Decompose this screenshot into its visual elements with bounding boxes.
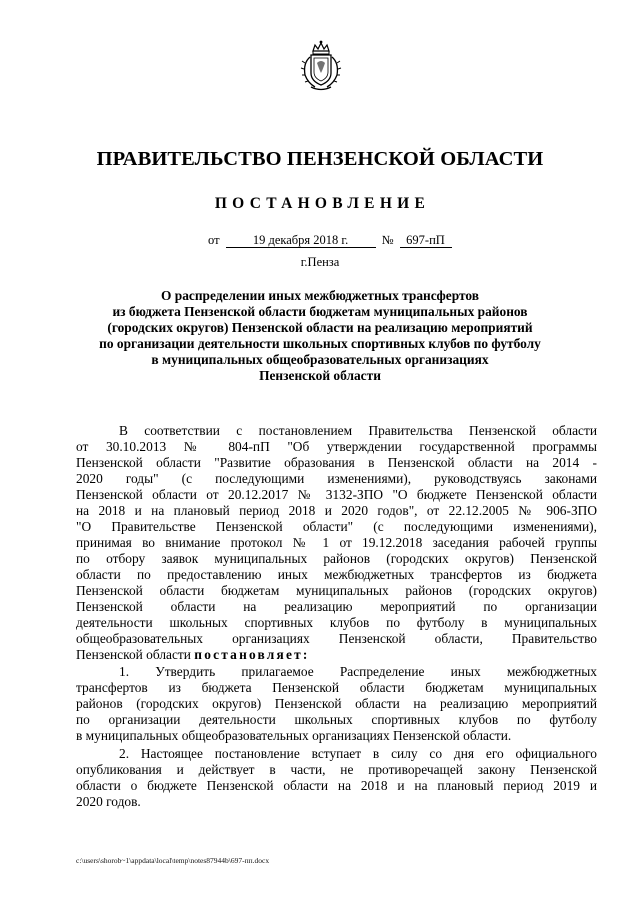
- number-prefix: №: [381, 233, 394, 247]
- item-2-line: 2. Настоящее постановление вступает в силу со дня его официального: [119, 746, 597, 761]
- document-heading: [60, 288, 580, 384]
- item-1-line: по организации деятельности школьных спортивных клубов по футболу: [76, 712, 597, 727]
- decree-line: [76, 647, 597, 663]
- body-line: Пензенской области от 20.12.2017 № 3132-ЗПО "О бюджете Пензенской области: [76, 487, 597, 502]
- body-line: Пензенской области бюджетам муниципальных районов (городских округов): [76, 583, 597, 598]
- heading-line: по организации деятельности школьных спортивных клубов по футболу: [99, 336, 541, 351]
- heading-line: Пензенской области: [259, 368, 381, 383]
- body-line-prefix: Пензенской области: [76, 647, 191, 662]
- document-date: 19 декабря 2018 г.: [226, 234, 376, 248]
- body-line: Пензенской области на реализацию мероприятий по организации: [76, 599, 597, 614]
- item-2-line: опубликования и действует в части, не противоречащей закону Пензенской: [76, 762, 597, 777]
- decree-word: постановляет:: [194, 647, 310, 662]
- body-line: В соответствии с постановлением Правительства Пензенской области: [119, 423, 597, 438]
- body-line: деятельности школьных спортивных клубов по футболу в муниципальных: [76, 615, 597, 630]
- government-name: ПРАВИТЕЛЬСТВО ПЕНЗЕНСКОЙ ОБЛАСТИ: [96, 148, 544, 170]
- body-line: области по предоставлению иных межбюджетных трансфертов из бюджета: [76, 567, 597, 582]
- document-body: [76, 423, 597, 810]
- body-line: от 30.10.2013 № 804-пП "Об утверждении государственной программы: [76, 439, 597, 454]
- heading-line: в муниципальных общеобразовательных организациях: [151, 352, 489, 367]
- body-line: 2020 годы" (с последующими изменениями), руководствуясь законами: [76, 471, 597, 486]
- item-1-line: 1. Утвердить прилагаемое Распределение иных межбюджетных: [119, 664, 597, 679]
- body-line: Пензенской области "Развитие образования в Пензенской области на 2014 -: [76, 455, 597, 470]
- body-line: общеобразовательных организациях Пензенской области, Правительство: [76, 631, 597, 646]
- document-number: 697-пП: [400, 234, 452, 248]
- heading-line: (городских округов) Пензенской области на реализацию мероприятий: [107, 320, 533, 335]
- item-1-line: в муниципальных общеобразовательных организациях Пензенской области.: [76, 728, 512, 743]
- document-date-number: [208, 233, 452, 248]
- item-2-line: области о бюджете Пензенской области на 2018 и на плановый период 2019 и: [76, 778, 597, 793]
- city-name: г.Пенза: [300, 255, 340, 269]
- body-line: по отбору заявок муниципальных районов (городских округов) Пензенской: [76, 551, 597, 566]
- file-path-footer: c:\users\shorob~1\appdata\local\temp\notes87944b\697-пп.docx: [76, 856, 270, 865]
- item-2-line: 2020 годов.: [76, 794, 141, 809]
- date-prefix: от: [208, 233, 220, 247]
- heading-line: из бюджета Пензенской области бюджетам муниципальных районов: [112, 304, 528, 319]
- body-line: "О Правительстве Пензенской области" (с последующими изменениями),: [76, 519, 597, 534]
- body-line: принимая во внимание протокол № 1 от 19.12.2018 заседания рабочей группы: [76, 535, 597, 550]
- body-line: на 2018 и на плановый период 2018 и 2020 годов", от 22.12.2005 № 906-ЗПО: [76, 503, 597, 518]
- pensa-coat-of-arms-icon: [299, 39, 343, 93]
- item-1-line: трансфертов из бюджета Пензенской области бюджетам муниципальных: [76, 680, 597, 695]
- item-1-line: районов (городских округов) Пензенской области на реализацию мероприятий: [76, 696, 597, 711]
- document-type: ПОСТАНОВЛЕНИЕ: [214, 195, 431, 212]
- heading-line: О распределении иных межбюджетных трансфертов: [160, 288, 479, 303]
